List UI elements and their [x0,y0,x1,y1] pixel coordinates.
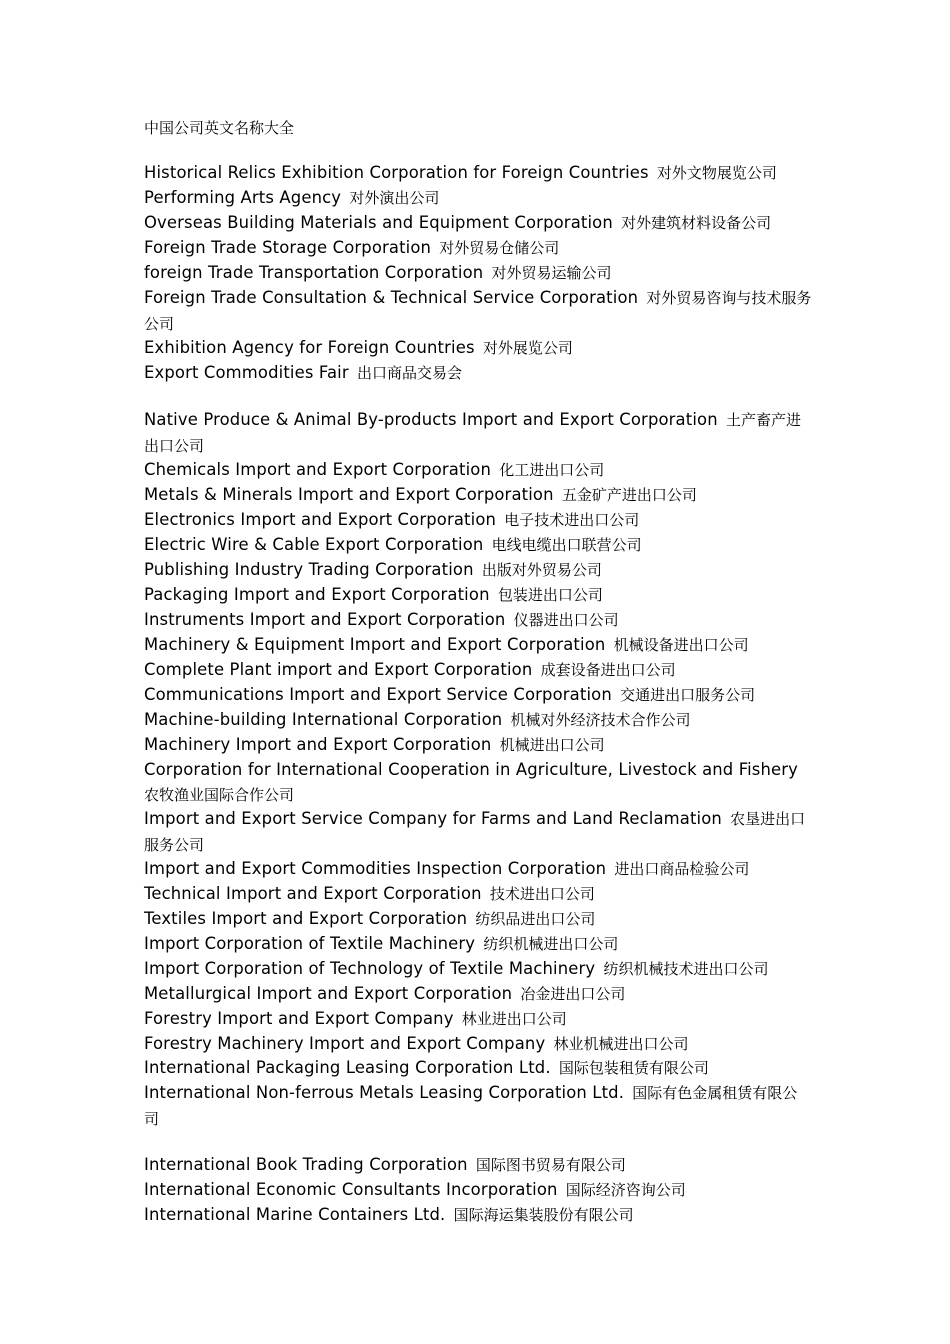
company-name-zh: 对外演出公司 [349,189,440,207]
company-entry [144,1177,812,1203]
company-name-zh: 纺织机械技术进出口公司 [603,960,769,978]
company-name-en: Exhibition Agency for Foreign Countries [144,338,475,357]
company-name-en: Foreign Trade Consultation & Technical Service Corporation [144,288,639,307]
company-name-zh: 国际图书贸易有限公司 [475,1156,626,1174]
company-name-zh: 技术进出口公司 [489,885,595,903]
company-name-zh: 冶金进出口公司 [520,985,626,1003]
company-entry [144,607,812,633]
company-name-en: Overseas Building Materials and Equipment Corporation [144,213,613,232]
company-entry [144,532,812,558]
company-name-en: International Book Trading Corporation [144,1155,468,1174]
company-name-zh: 林业进出口公司 [461,1010,567,1028]
company-name-zh: 国际有色金属租赁有限公司 [144,1084,798,1128]
company-name-zh: 国际包装租赁有限公司 [558,1059,709,1077]
company-name-zh: 仪器进出口公司 [513,611,619,629]
company-name-en: Publishing Industry Trading Corporation [144,560,474,579]
company-name-zh: 五金矿产进出口公司 [561,486,697,504]
company-entry [144,1006,812,1032]
company-name-zh: 包装进出口公司 [497,586,603,604]
company-name-en: Native Produce & Animal By-products Import and Export Corporation [144,410,718,429]
company-entry [144,185,812,211]
company-entry [144,1152,812,1178]
company-name-en: Foreign Trade Storage Corporation [144,238,432,257]
company-entry [144,557,812,583]
company-name-en: Electric Wire & Cable Export Corporation [144,535,484,554]
company-name-en: Import and Export Service Company for Farms and Land Reclamation [144,809,722,828]
company-entry [144,881,812,907]
company-entry [144,235,812,261]
company-name-zh: 农垦进出口服务公司 [144,810,806,854]
company-entry [144,707,812,733]
company-name-zh: 林业机械进出口公司 [553,1035,689,1053]
company-name-en: Electronics Import and Export Corporation [144,510,497,529]
company-entry [144,507,812,533]
company-entry [144,285,812,337]
company-name-en: Import Corporation of Textile Machinery [144,934,476,953]
company-name-zh: 对外建筑材料设备公司 [621,214,772,232]
company-entry [144,1055,812,1081]
company-name-en: Instruments Import and Export Corporation [144,610,506,629]
company-entry [144,335,812,361]
company-name-zh: 土产畜产进出口公司 [144,411,801,455]
company-name-zh: 国际海运集装股份有限公司 [453,1206,634,1224]
company-entry [144,210,812,236]
company-entry [144,981,812,1007]
company-entry [144,1080,812,1132]
company-name-zh: 机械进出口公司 [499,736,605,754]
company-entry [144,956,812,982]
document-title: 中国公司英文名称大全 [144,119,295,137]
company-entry [144,1031,812,1057]
company-entry [144,906,812,932]
company-entry [144,1202,812,1228]
company-entry [144,757,812,808]
company-name-en: International Marine Containers Ltd. [144,1205,446,1224]
company-name-en: Machinery Import and Export Corporation [144,735,492,754]
company-name-en: Export Commodities Fair [144,363,349,382]
company-name-zh: 对外贸易运输公司 [491,264,612,282]
company-name-zh: 交通进出口服务公司 [620,686,756,704]
company-name-zh: 纺织机械进出口公司 [483,935,619,953]
company-name-en: foreign Trade Transportation Corporation [144,263,484,282]
company-name-en: Forestry Machinery Import and Export Company [144,1034,546,1053]
company-entry [144,407,812,459]
company-name-zh: 对外贸易仓储公司 [439,239,560,257]
company-name-zh: 机械设备进出口公司 [613,636,749,654]
company-name-zh: 电线电缆出口联营公司 [491,536,642,554]
company-name-zh: 进出口商品检验公司 [614,860,750,878]
company-entry [144,682,812,708]
company-name-zh: 电子技术进出口公司 [504,511,640,529]
company-name-zh: 出版对外贸易公司 [481,561,602,579]
company-entry [144,856,812,882]
company-name-en: Performing Arts Agency [144,188,342,207]
company-entry [144,732,812,758]
company-name-en: Metallurgical Import and Export Corporation [144,984,513,1003]
company-entry [144,806,812,858]
company-name-zh: 对外贸易咨询与技术服务公司 [144,289,812,333]
company-entry [144,657,812,683]
company-name-en: Machinery & Equipment Import and Export Corporation [144,635,606,654]
company-name-en: International Economic Consultants Incorporation [144,1180,558,1199]
company-name-en: Chemicals Import and Export Corporation [144,460,491,479]
company-name-en: Communications Import and Export Service Corporation [144,685,612,704]
company-name-en: Complete Plant import and Export Corporation [144,660,533,679]
company-entry [144,260,812,286]
company-name-en: International Non-ferrous Metals Leasing Corporation Ltd. [144,1083,625,1102]
company-name-zh: 对外展览公司 [482,339,573,357]
company-name-zh: 成套设备进出口公司 [540,661,676,679]
company-name-zh: 纺织品进出口公司 [475,910,596,928]
company-entry [144,360,812,386]
company-entry [144,482,812,508]
company-name-en: Machine-building International Corporation [144,710,503,729]
company-name-en: Packaging Import and Export Corporation [144,585,490,604]
company-name-zh: 机械对外经济技术合作公司 [510,711,691,729]
company-name-zh: 国际经济咨询公司 [565,1181,686,1199]
company-name-zh: 对外文物展览公司 [656,164,777,182]
company-name-zh: 化工进出口公司 [499,461,605,479]
company-entry [144,632,812,658]
company-name-en: Technical Import and Export Corporation [144,884,482,903]
company-name-en: International Packaging Leasing Corporation Ltd. [144,1058,551,1077]
company-entry [144,160,812,186]
company-entry [144,582,812,608]
company-entry [144,931,812,957]
company-name-en: Import and Export Commodities Inspection Corporation [144,859,607,878]
company-name-zh: 出口商品交易会 [356,364,462,382]
company-name-en: Metals & Minerals Import and Export Corporation [144,485,554,504]
company-name-en: Historical Relics Exhibition Corporation for Foreign Countries [144,163,649,182]
company-name-en: Textiles Import and Export Corporation [144,909,468,928]
company-name-en: Forestry Import and Export Company [144,1009,454,1028]
company-name-zh: 农牧渔业国际合作公司 [144,786,295,804]
company-entry [144,457,812,483]
company-name-en: Import Corporation of Technology of Textile Machinery [144,959,596,978]
company-name-en: Corporation for International Cooperation in Agriculture, Livestock and Fishery [144,760,799,779]
